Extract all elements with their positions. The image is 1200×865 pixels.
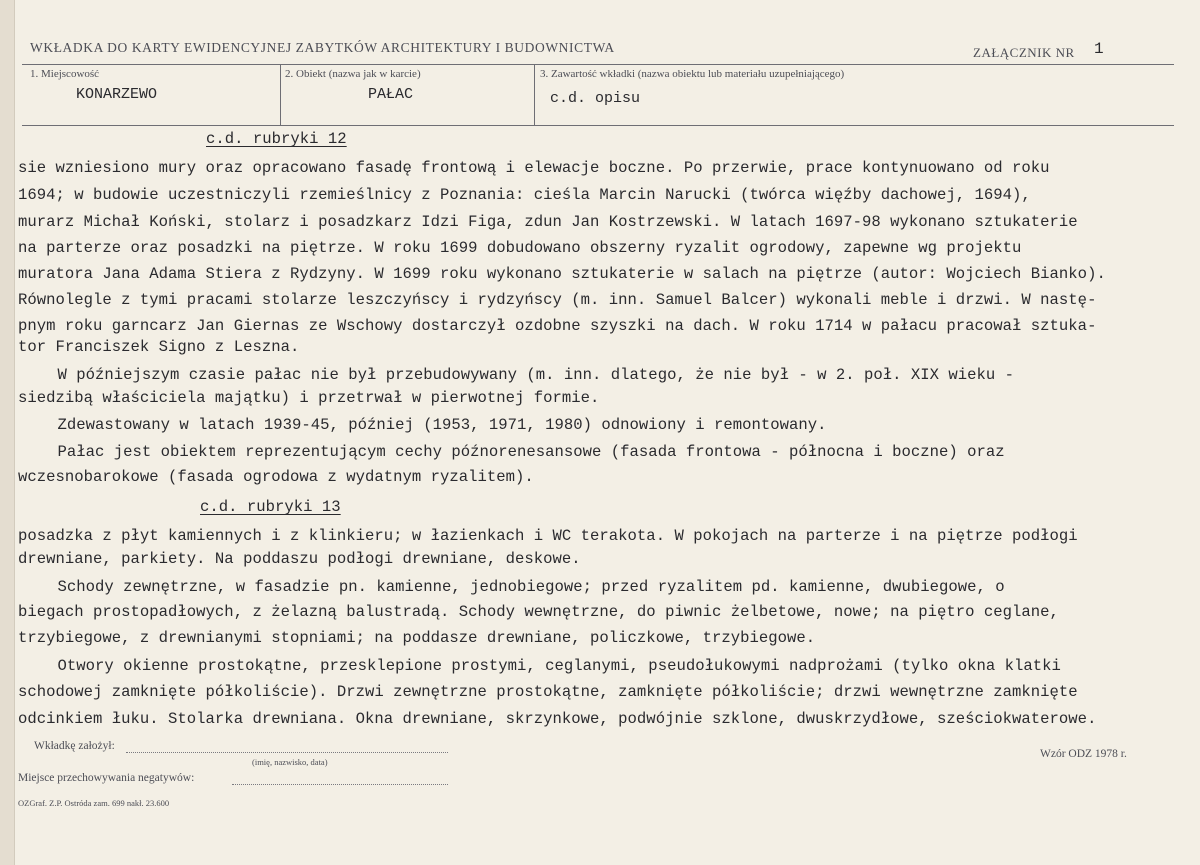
author-label: Wkładkę założył: (34, 740, 115, 752)
text-line: na parterze oraz posadzki na piętrze. W roku 1699 dobudowano obszerny ryzalit ogrodowy, zapewne wg projektu (18, 239, 1022, 257)
object-value: PAŁAC (368, 86, 414, 103)
text-line: Równolegle z tymi pracami stolarze leszczyńscy i rydzyńscy (m. inn. Samuel Balcer) wykonali meble i drzwi. W nastę- (18, 291, 1097, 309)
storage-label: Miejsce przechowywania negatywów: (18, 772, 195, 784)
form-title: WKŁADKA DO KARTY EWIDENCYJNEJ ZABYTKÓW ARCHITEKTURY I BUDOWNICTWA (30, 40, 615, 55)
printer-info: OZGraf. Z.P. Ostróda zam. 699 nakł. 23.600 (18, 798, 170, 808)
location-label: 1. Miejscowość (30, 68, 100, 80)
attachment-label: ZAŁĄCZNIK NR (973, 45, 1075, 60)
object-label: 2. Obiekt (nazwa jak w karcie) (285, 68, 421, 80)
text-line: Schody zewnętrzne, w fasadzie pn. kamienne, jednobiegowe; przed ryzalitem pd. kamienne, dwubiegowe, o (20, 578, 1005, 596)
text-line: posadzka z płyt kamiennych i z klinkieru; w łazienkach i WC terakota. W pokojach na parterze i na piętrze podłogi (18, 527, 1078, 545)
text-line: wczesnobarokowe (fasada ogrodowa z wydatnym ryzalitem). (18, 468, 534, 486)
field-divider-1 (280, 64, 281, 126)
text-line: trzybiegowe, z drewnianymi stopniami; na poddasze drewniane, policzkowe, trzybiegowe. (18, 629, 816, 647)
text-line: drewniane, parkiety. Na poddaszu podłogi drewniane, deskowe. (18, 550, 581, 568)
location-value: KONARZEWO (76, 86, 158, 103)
header-rule (22, 64, 1174, 65)
section-heading-13: c.d. rubryki 13 (200, 498, 341, 516)
attachment-number: 1 (1094, 40, 1104, 58)
text-line: pnym roku garncarz Jan Giernas ze Wschowy dostarczył ozdobne szyszki na dach. W roku 1714 w pałacu pracował sztuka- (18, 317, 1097, 335)
text-line: Pałac jest obiektem reprezentującym cechy późnorenesansowe (fasada frontowa - północna i boczne) oraz (20, 443, 1005, 461)
card-left-edge (0, 0, 15, 865)
template-label: Wzór ODZ 1978 r. (1040, 748, 1127, 760)
content-value: c.d. opisu (550, 90, 641, 107)
text-line: Otwory okienne prostokątne, przesklepione prostymi, ceglanymi, pseudołukowymi nadprożami (tylko okna klatki (20, 657, 1061, 675)
text-line: odcinkiem łuku. Stolarka drewniana. Okna drewniane, skrzynkowe, podwójnie szklone, dwuskrzydłowe, sześciokwaterowe. (18, 710, 1097, 728)
text-line: Zdewastowany w latach 1939-45, później (1953, 1971, 1980) odnowiony i remontowany. (20, 416, 827, 434)
text-line: tor Franciszek Signo z Leszna. (18, 338, 300, 356)
fields-bottom-rule (22, 125, 1174, 126)
field-divider-2 (534, 64, 535, 126)
section-heading-12: c.d. rubryki 12 (206, 130, 347, 148)
author-dotted-line (126, 752, 448, 753)
text-line: murarz Michał Koński, stolarz i posadzkarz Idzi Figa, zdun Jan Kostrzewski. W latach 1697-98 wykonano sztukaterie (18, 213, 1078, 231)
content-label: 3. Zawartość wkładki (nazwa obiektu lub materiału uzupełniającego) (540, 68, 845, 80)
text-line: W późniejszym czasie pałac nie był przebudowywany (m. inn. dlatego, że nie był - w 2. poł. XIX wieku - (20, 366, 1015, 384)
text-line: biegach prostopadłowych, z żelazną balustradą. Schody wewnętrzne, do piwnic żelbetowe, nowe; na piętro ceglane, (18, 603, 1059, 621)
author-hint: (imię, nazwisko, data) (252, 757, 328, 767)
text-line: schodowej zamknięte półkoliście). Drzwi zewnętrzne prostokątne, zamknięte półkoliście; drzwi wewnętrzne zamknięte (18, 683, 1078, 701)
text-line: sie wzniesiono mury oraz opracowano fasadę frontową i elewacje boczne. Po przerwie, prace kontynuowano od roku (18, 159, 1050, 177)
storage-dotted-line (232, 784, 448, 785)
text-line: siedzibą właściciela majątku) i przetrwał w pierwotnej formie. (18, 389, 600, 407)
text-line: muratora Jana Adama Stiera z Rydzyny. W 1699 roku wykonano sztukaterie w salach na piętrze (autor: Wojciech Bianko). (18, 265, 1106, 283)
text-line: 1694; w budowie uczestniczyli rzemieślnicy z Poznania: cieśla Marcin Narucki (twórca więźby dachowej, 1694), (18, 186, 1031, 204)
